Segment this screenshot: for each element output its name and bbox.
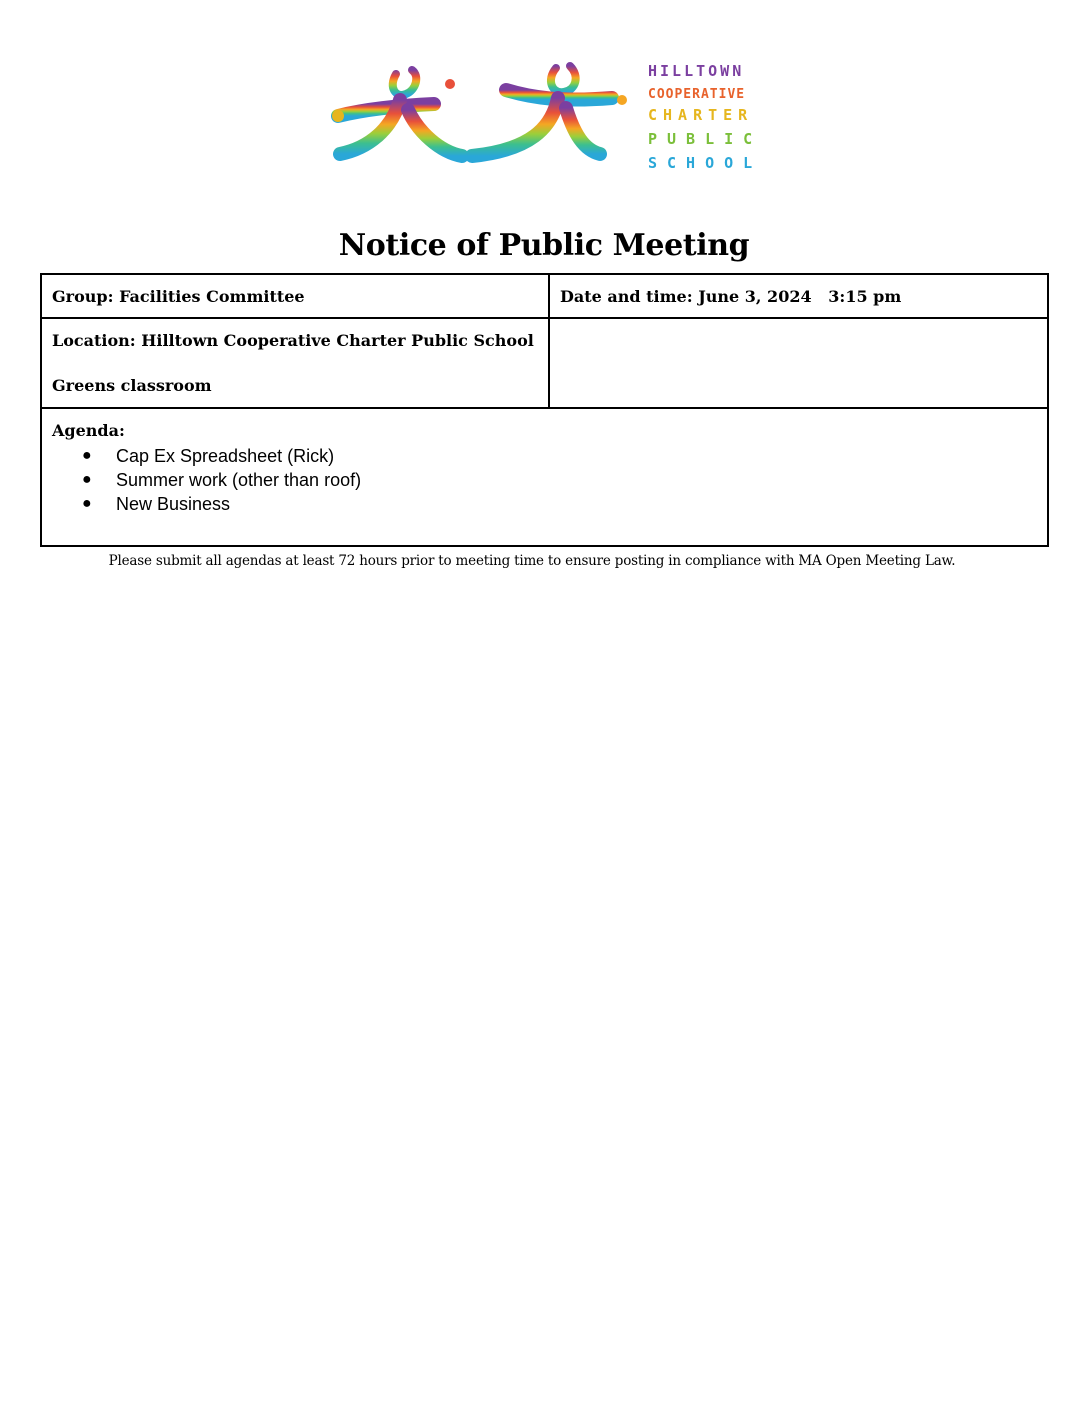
agenda-item-text: New Business <box>116 494 231 514</box>
agenda-item <box>82 492 1037 516</box>
agenda-item-text: Cap Ex Spreadsheet (Rick) <box>116 446 335 466</box>
group-cell <box>41 274 549 318</box>
bullet-icon: ● <box>82 471 92 488</box>
svg-text:HILLTOWN: HILLTOWN <box>648 62 745 80</box>
location-cell <box>41 318 549 408</box>
agenda-item <box>82 468 1037 492</box>
datetime-cell <box>549 274 1048 318</box>
svg-text:CHARTER: CHARTER <box>648 106 754 124</box>
page-title: Notice of Public Meeting <box>338 228 750 263</box>
group-text: Group: Facilities Committee <box>52 286 305 306</box>
submission-note: Please submit all agendas at least 72 hours prior to meeting time to ensure posting in compliance with MA Open Meeting Law. <box>108 553 956 569</box>
bullet-icon: ● <box>82 447 92 464</box>
figures-mark <box>332 66 627 156</box>
agenda-label: Agenda: <box>52 421 125 440</box>
school-logo <box>322 54 792 182</box>
agenda-list <box>52 444 1037 516</box>
datetime-text: Date and time: June 3, 2024 3:15 pm <box>560 286 902 306</box>
logo-wordmark <box>648 62 762 172</box>
svg-text:SCHOOL: SCHOOL <box>648 154 763 172</box>
meeting-info-table <box>40 273 1049 547</box>
empty-cell <box>549 318 1048 408</box>
location-text: Location: Hilltown Cooperative Charter Public School <box>52 331 534 350</box>
agenda-item <box>82 444 1037 468</box>
agenda-cell <box>41 408 1048 546</box>
agenda-item-text: Summer work (other than roof) <box>116 470 362 490</box>
svg-text:COOPERATIVE: COOPERATIVE <box>648 87 746 102</box>
bullet-icon: ● <box>82 495 92 512</box>
room-text: Greens classroom <box>52 376 212 395</box>
svg-text:PUBLIC: PUBLIC <box>648 130 763 148</box>
